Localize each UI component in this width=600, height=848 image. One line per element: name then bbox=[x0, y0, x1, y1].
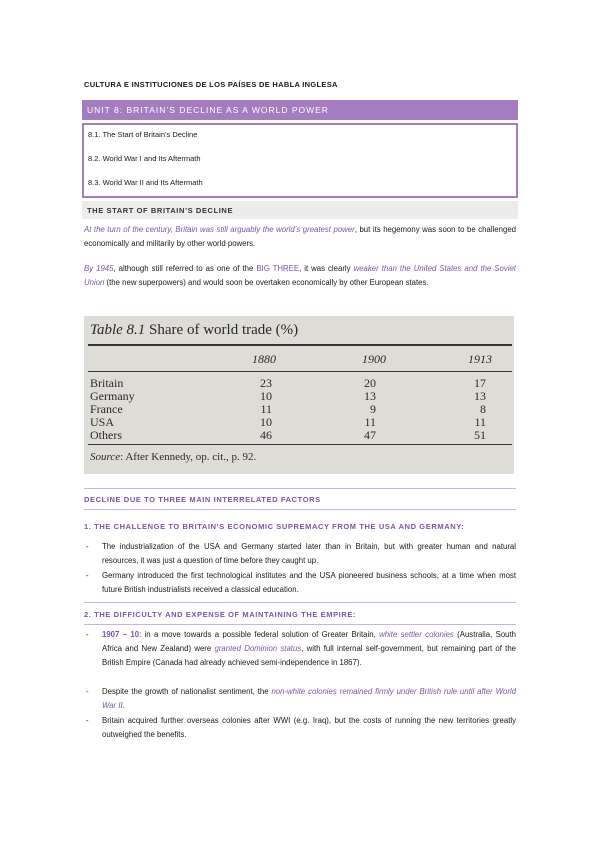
body-text: : in a move towards a possible federal solution of Greater Britain, bbox=[139, 630, 380, 639]
table-year-header: 1900 bbox=[362, 352, 386, 366]
bullet-dash: - bbox=[86, 542, 89, 551]
table-row-label: Britain bbox=[90, 376, 124, 390]
list-item bbox=[84, 569, 516, 597]
highlight-text: By 1945 bbox=[84, 264, 114, 273]
factors-heading: DECLINE DUE TO THREE MAIN INTERRELATED FACTORS bbox=[84, 495, 321, 504]
table-caption: Share of world trade (%) bbox=[149, 322, 299, 338]
list-item bbox=[84, 628, 516, 670]
table-rule bbox=[88, 444, 512, 445]
bullet-text: Germany introduced the first technological institutes and the USA pioneered business schools, at a time when most future British industrialists received a classical education. bbox=[102, 571, 516, 594]
table-cell: 47 bbox=[364, 428, 376, 442]
body-text: (Australia, South Africa and New Zealand) were bbox=[102, 630, 517, 653]
table-cell: 11 bbox=[260, 402, 272, 416]
source-text: : After Kennedy, op. cit., p. 92. bbox=[120, 451, 257, 463]
toc-item[interactable]: 8.2. World War I and Its Aftermath bbox=[88, 154, 201, 163]
divider bbox=[84, 602, 516, 603]
list-item bbox=[84, 685, 516, 713]
table-year-header: 1880 bbox=[252, 352, 276, 366]
factor-2-heading: 2. THE DIFFICULTY AND EXPENSE OF MAINTAINING THE EMPIRE: bbox=[84, 610, 357, 619]
bullet-text: The industrialization of the USA and Germany started later than in Britain, but with greater human and natural resources, it was just a question of time before they caught up. bbox=[102, 542, 516, 565]
table-row-label: France bbox=[90, 402, 123, 416]
table-cell: 51 bbox=[474, 428, 486, 442]
body-text: , although still referred to as one of the bbox=[113, 264, 257, 273]
bullet-text bbox=[102, 685, 516, 713]
paragraph-1 bbox=[84, 223, 516, 251]
table-cell: 13 bbox=[364, 389, 376, 403]
toc-item[interactable]: 8.1. The Start of Britain’s Decline bbox=[88, 130, 198, 139]
table-row-label: Others bbox=[90, 428, 122, 442]
table-cell: 20 bbox=[364, 376, 376, 390]
table-rule bbox=[88, 371, 512, 372]
bullet-text: Britain acquired further overseas colonies after WWI (e.g. Iraq), but the costs of running the new territories greatly outweighed the benefits. bbox=[102, 716, 516, 739]
table-row-label: Germany bbox=[90, 389, 135, 403]
highlight-text: white settler colonies bbox=[379, 630, 454, 639]
table-label: Table 8.1 bbox=[90, 322, 146, 338]
list-item bbox=[84, 540, 516, 568]
highlight-text: 1907 – 10 bbox=[102, 630, 140, 639]
body-text: Despite the growth of nationalist sentiment, the bbox=[102, 687, 272, 696]
toc-item[interactable]: 8.3. World War II and Its Aftermath bbox=[88, 178, 203, 187]
highlight-text: non-white colonies remained firmly under British rule until after World War II bbox=[102, 687, 516, 710]
body-text: (the new superpowers) and would soon be overtaken economically by other European states. bbox=[104, 278, 429, 287]
table-cell: 8 bbox=[480, 402, 486, 416]
divider bbox=[84, 509, 516, 510]
body-text: , with full internal self-government, but remaining part of the British Empire (Canada had already achieved semi-independence in 1867). bbox=[102, 644, 516, 667]
divider bbox=[84, 624, 516, 625]
table-year-header: 1913 bbox=[468, 352, 492, 366]
table-cell: 10 bbox=[260, 389, 272, 403]
divider bbox=[84, 488, 516, 489]
body-text: . bbox=[122, 701, 125, 710]
course-title: CULTURA E INSTITUCIONES DE LOS PAÍSES DE HABLA INGLESA bbox=[84, 80, 338, 89]
table-rule bbox=[88, 344, 512, 346]
trade-share-table bbox=[84, 316, 514, 474]
factor-1-heading: 1. THE CHALLENGE TO BRITAIN’S ECONOMIC SUPREMACY FROM THE USA AND GERMANY: bbox=[84, 522, 465, 531]
section-heading: THE START OF BRITAIN’S DECLINE bbox=[82, 201, 518, 219]
table-cell: 11 bbox=[474, 415, 486, 429]
source-label: Source bbox=[90, 451, 121, 463]
table-of-contents bbox=[82, 123, 518, 198]
bullet-dash: - bbox=[86, 687, 89, 696]
body-text: , it was clearly bbox=[299, 264, 354, 273]
unit-title: UNIT 8: BRITAIN’S DECLINE AS A WORLD POWER bbox=[82, 100, 518, 120]
bullet-dash: - bbox=[86, 571, 89, 580]
table-source bbox=[90, 451, 256, 463]
bullet-text bbox=[102, 628, 516, 670]
paragraph-2 bbox=[84, 262, 516, 290]
table-cell: 13 bbox=[474, 389, 486, 403]
table-title bbox=[90, 322, 298, 339]
table-cell: 9 bbox=[370, 402, 376, 416]
highlight-text: BIG THREE bbox=[256, 264, 300, 273]
table-cell: 10 bbox=[260, 415, 272, 429]
table-cell: 11 bbox=[364, 415, 376, 429]
table-row-label: USA bbox=[90, 415, 115, 429]
highlight-text: granted Dominion status bbox=[214, 644, 302, 653]
body-text: , but its hegemony was soon to be challenged economically and militarily by other world powers. bbox=[84, 225, 516, 248]
list-item bbox=[84, 714, 516, 742]
table-cell: 23 bbox=[260, 376, 272, 390]
highlight-text: weaker than the United States and the Soviet Union bbox=[84, 264, 516, 287]
highlight-text: At the turn of the century, Britain was still arguably the world’s greatest power bbox=[84, 225, 355, 234]
bullet-dash: - bbox=[86, 716, 89, 725]
table-cell: 17 bbox=[474, 376, 486, 390]
table-cell: 46 bbox=[260, 428, 272, 442]
bullet-dash: - bbox=[86, 630, 89, 639]
